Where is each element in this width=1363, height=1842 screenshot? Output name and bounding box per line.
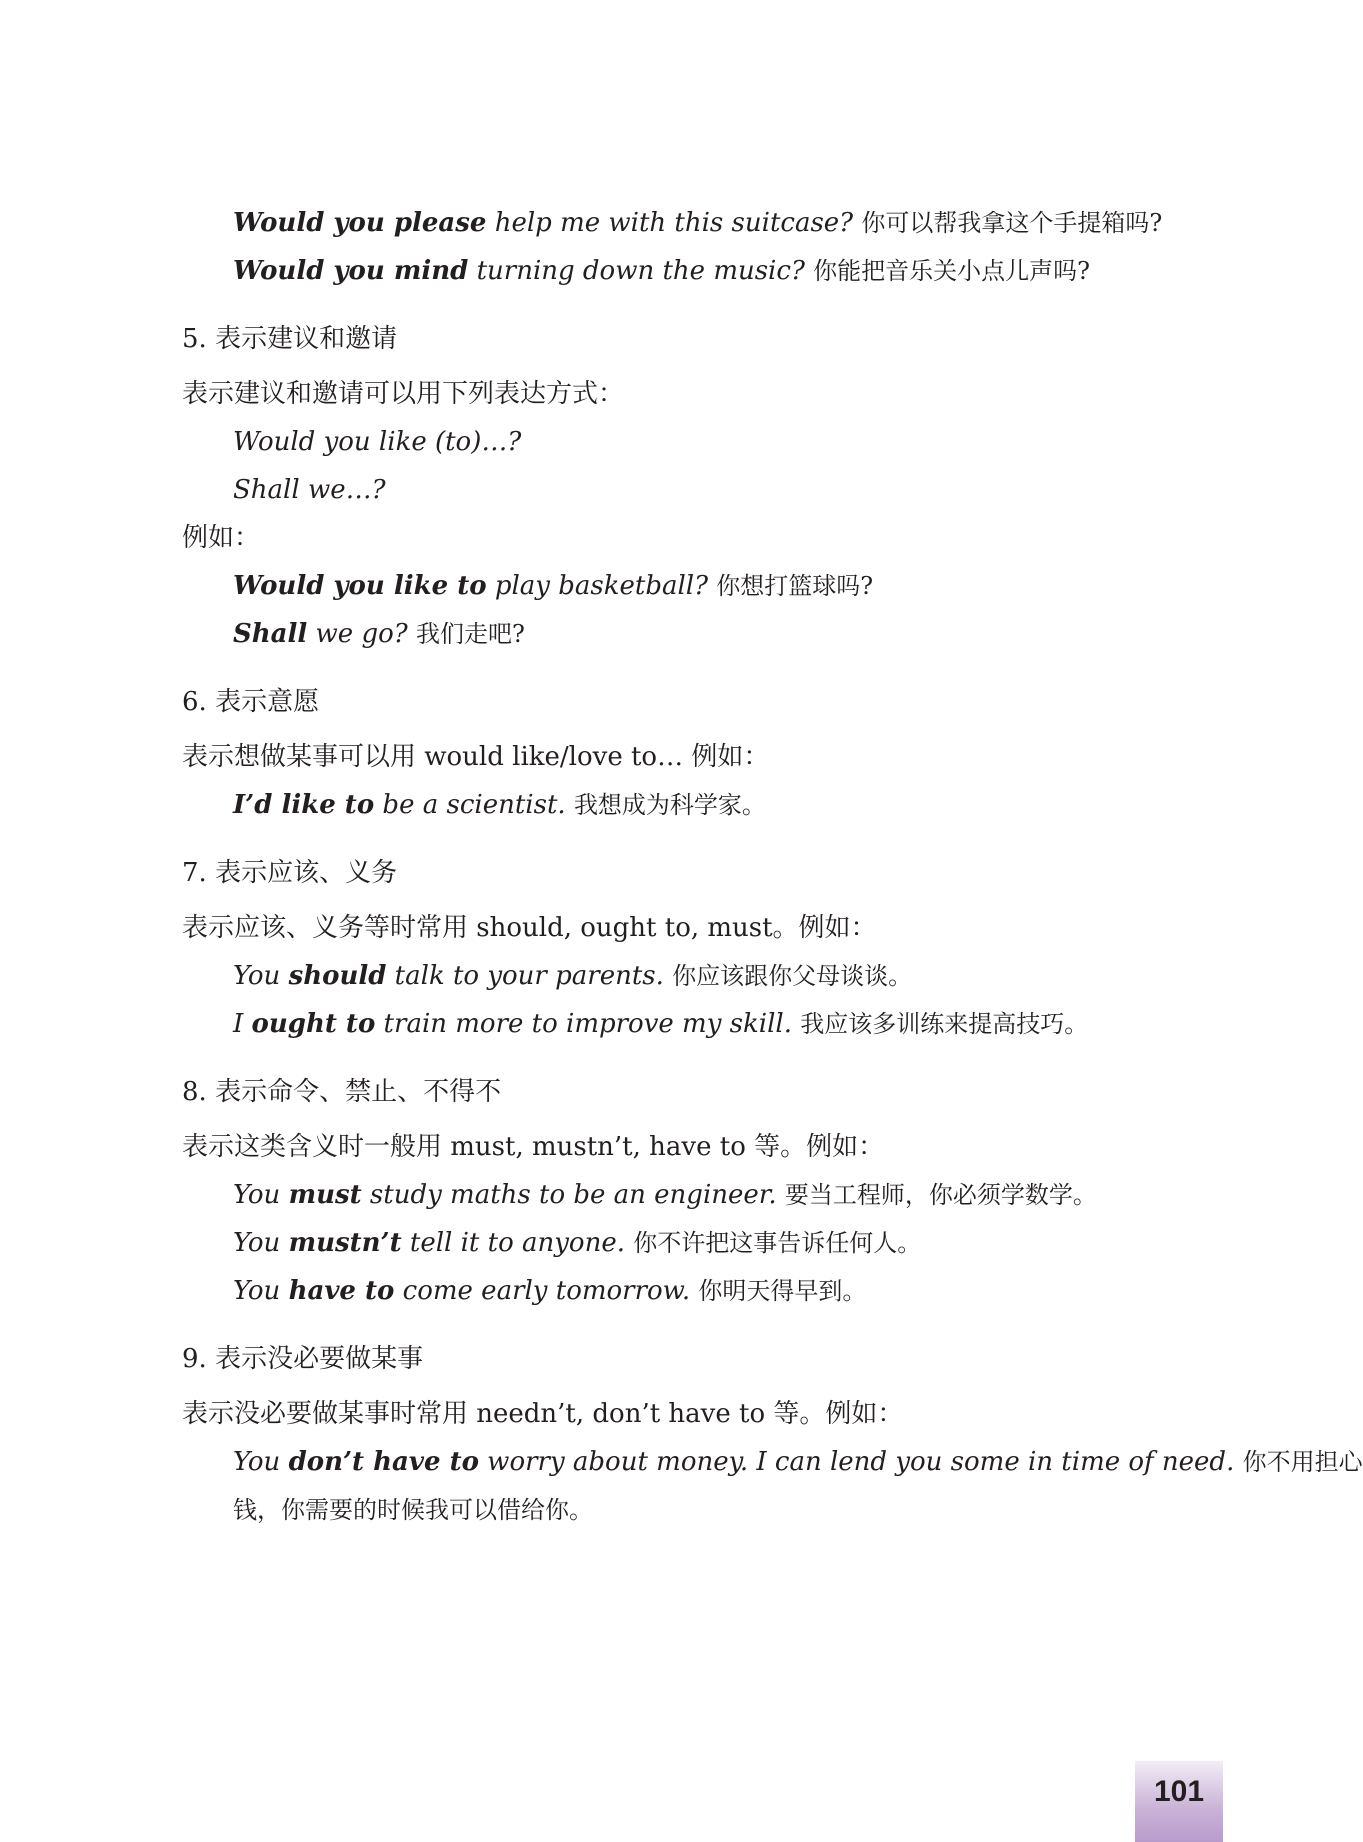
key-phrase: I’d like to: [233, 790, 375, 820]
example-sentence: [233, 789, 766, 821]
sentence-text: You: [233, 1228, 289, 1258]
example-sentence: [233, 1446, 1363, 1478]
sentence-text: play basketball?: [486, 571, 717, 601]
sentence-text: turning down the music?: [468, 256, 814, 286]
example-sentence: [233, 474, 386, 506]
example-sentence: [233, 426, 521, 458]
page-number-tab: [1135, 1761, 1223, 1842]
sentence-text: You: [233, 961, 289, 991]
key-phrase: don’t have to: [288, 1447, 479, 1477]
chinese-translation: 我们走吧?: [415, 620, 525, 648]
chinese-translation: 要当工程师，你必须学数学。: [784, 1181, 1097, 1209]
chinese-translation: 我应该多训练来提高技巧。: [800, 1010, 1089, 1038]
sentence-text: tell it to anyone.: [401, 1228, 634, 1258]
key-phrase: Would you like to: [233, 571, 487, 601]
section-heading: 8. 表示命令、禁止、不得不: [182, 1077, 502, 1107]
sentence-text: study maths to be an engineer.: [361, 1180, 785, 1210]
sentence-text: I: [233, 1009, 252, 1039]
chinese-translation: 我想成为科学家。: [573, 791, 766, 819]
explanation-text: 表示建议和邀请可以用下列表达方式：: [182, 379, 625, 409]
sentence-text: train more to improve my skill.: [375, 1009, 801, 1039]
key-phrase: must: [288, 1180, 362, 1210]
sentence-text: help me with this suitcase?: [486, 208, 862, 238]
example-sentence: [233, 1179, 1097, 1211]
chinese-translation: 钱，你需要的时候我可以借给你。: [233, 1496, 593, 1524]
section-heading: 6. 表示意愿: [182, 687, 320, 717]
section-heading: 5. 表示建议和邀请: [182, 324, 398, 354]
example-sentence: [233, 1008, 1088, 1040]
key-phrase: should: [288, 961, 387, 991]
chinese-translation: 你能把音乐关小点儿声吗?: [813, 257, 1091, 285]
example-sentence: [233, 570, 873, 602]
example-sentence: [233, 1227, 921, 1259]
sentence-text: be a scientist.: [374, 790, 574, 820]
section-heading: 7. 表示应该、义务: [182, 858, 398, 888]
sentence-text: talk to your parents.: [386, 961, 673, 991]
key-phrase: Would you please: [233, 208, 487, 238]
section-heading: 9. 表示没必要做某事: [182, 1344, 424, 1374]
sentence-text: Shall we…?: [233, 475, 386, 505]
example-sentence: [233, 255, 1090, 287]
sentence-text: Would you like (to)…?: [233, 427, 522, 457]
key-phrase: Shall: [233, 619, 308, 649]
sentence-text: You: [233, 1447, 289, 1477]
chinese-translation: 你明天得早到。: [698, 1277, 867, 1305]
chinese-translation: 你不用担心: [1242, 1448, 1363, 1476]
example-sentence: [233, 618, 525, 650]
chinese-translation: 你应该跟你父母谈谈。: [672, 962, 913, 990]
explanation-text: 例如：: [182, 523, 261, 553]
sentence-text: we go?: [307, 619, 416, 649]
chinese-translation: 你可以帮我拿这个手提箱吗?: [861, 209, 1163, 237]
key-phrase: mustn’t: [288, 1228, 402, 1258]
example-sentence: [233, 960, 912, 992]
sentence-text: You: [233, 1180, 289, 1210]
explanation-text: 表示没必要做某事时常用 needn’t, don’t have to 等。例如：: [182, 1399, 904, 1429]
chinese-translation: 你不许把这事告诉任何人。: [633, 1229, 922, 1257]
key-phrase: Would you mind: [233, 256, 469, 286]
explanation-text: 表示应该、义务等时常用 should, ought to, must。例如：: [182, 913, 877, 943]
example-sentence: [233, 1275, 866, 1307]
explanation-text: 表示这类含义时一般用 must, mustn’t, have to 等。例如：: [182, 1132, 885, 1162]
key-phrase: have to: [288, 1276, 395, 1306]
sentence-text: worry about money. I can lend you some in time of need.: [478, 1447, 1243, 1477]
page-number: 101: [1153, 1775, 1205, 1808]
example-sentence: [233, 1494, 593, 1526]
key-phrase: ought to: [251, 1009, 376, 1039]
sentence-text: You: [233, 1276, 289, 1306]
chinese-translation: 你想打篮球吗?: [716, 572, 874, 600]
sentence-text: come early tomorrow.: [394, 1276, 699, 1306]
example-sentence: [233, 207, 1162, 239]
explanation-text: 表示想做某事可以用 would like/love to… 例如：: [182, 742, 770, 772]
